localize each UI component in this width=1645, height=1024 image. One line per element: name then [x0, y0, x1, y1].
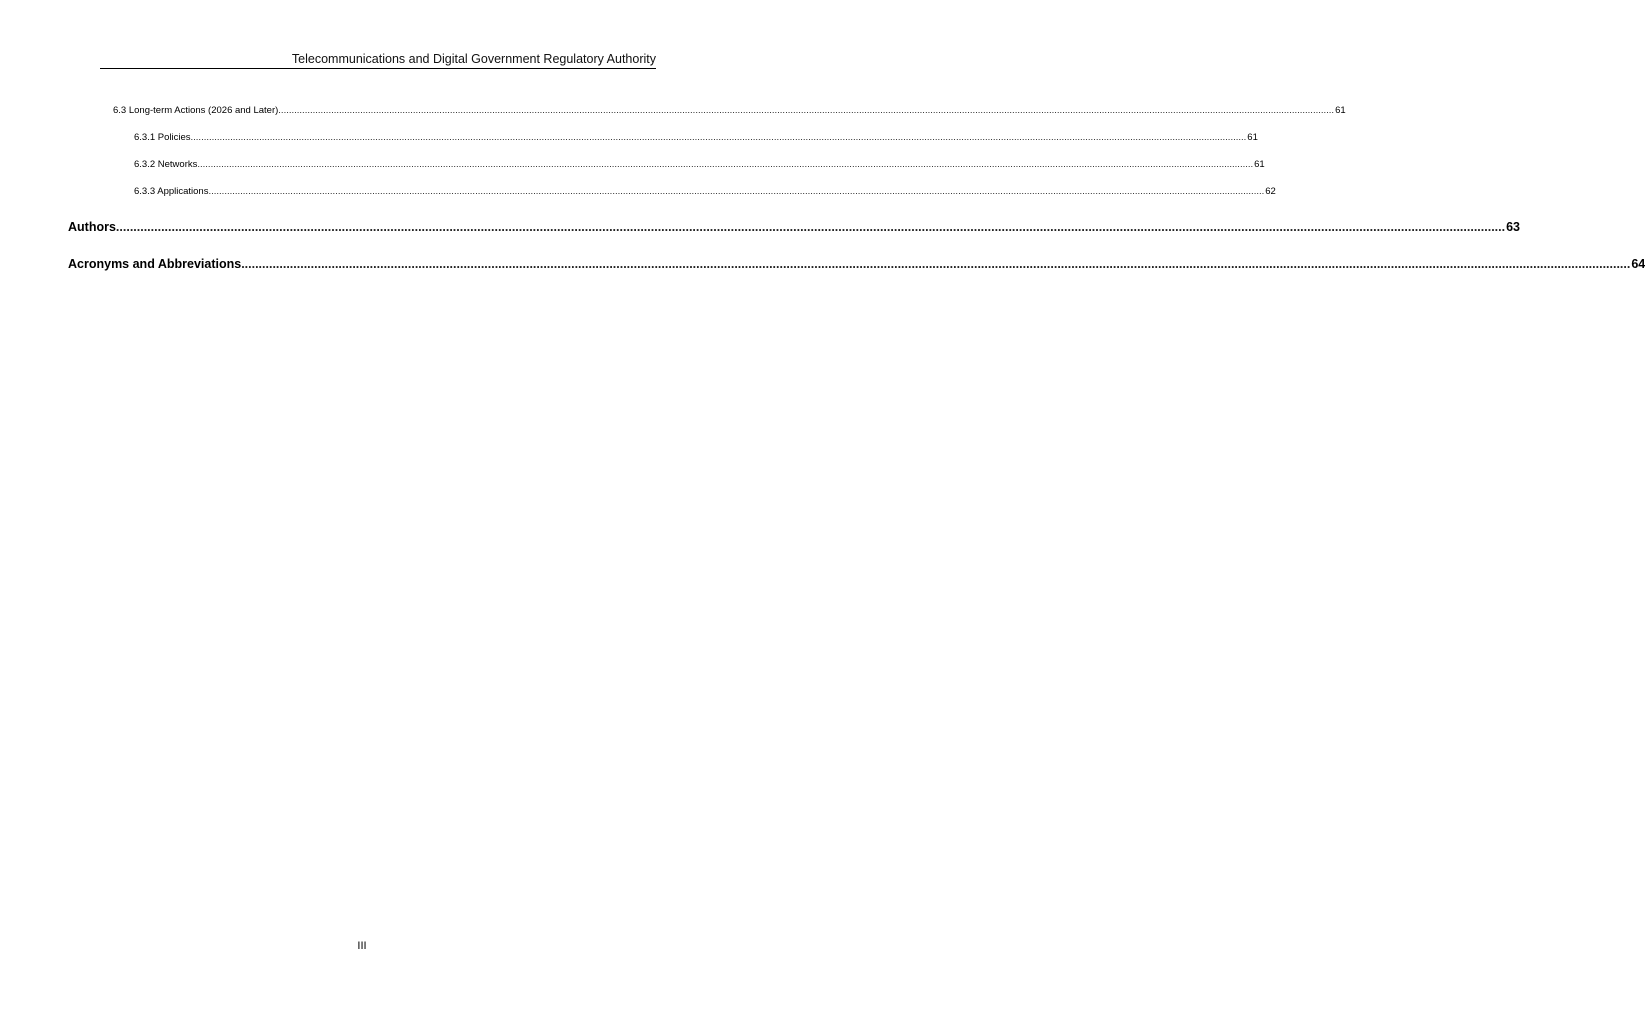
- header-rule: [100, 68, 656, 69]
- dot-leader: ................................................................................................................................................................................................................................................................................................................................................................................................................: [241, 257, 1631, 271]
- toc-page-number: 62: [1265, 186, 1276, 197]
- toc-entry-6-3-1[interactable]: [134, 132, 1258, 144]
- toc-entry-6-3[interactable]: [113, 105, 1346, 117]
- toc-entry-acronyms[interactable]: [68, 256, 1645, 272]
- dot-leader: ................................................................................................................................................................................................................................................................................................................................................................................................................: [190, 132, 1247, 143]
- toc-page-number: 64: [1631, 257, 1645, 271]
- dot-leader: ................................................................................................................................................................................................................................................................................................................................................................................................................: [197, 159, 1254, 170]
- dot-leader: ................................................................................................................................................................................................................................................................................................................................................................................................................: [278, 105, 1335, 116]
- toc-entry-label: 6.3 Long-term Actions (2026 and Later): [113, 105, 279, 116]
- running-header: Telecommunications and Digital Government Regulatory Authority: [291, 52, 656, 66]
- toc-page-number: 61: [1335, 105, 1346, 116]
- toc-entry-label: Authors: [68, 220, 116, 234]
- toc-page-number: 61: [1254, 159, 1265, 170]
- page-number-footer: III: [357, 940, 367, 952]
- toc-entry-6-3-2[interactable]: [134, 159, 1265, 171]
- toc-page-number: 61: [1247, 132, 1258, 143]
- toc-entry-6-3-3[interactable]: [134, 186, 1276, 198]
- toc-entry-label: 6.3.3 Applications: [134, 186, 209, 197]
- dot-leader: ................................................................................................................................................................................................................................................................................................................................................................................................................: [115, 220, 1506, 234]
- toc-page-number: 63: [1506, 220, 1520, 234]
- toc-entry-label: 6.3.2 Networks: [134, 159, 198, 170]
- toc-entry-authors[interactable]: [68, 219, 1520, 235]
- dot-leader: ................................................................................................................................................................................................................................................................................................................................................................................................................: [208, 186, 1265, 197]
- toc-entry-label: 6.3.1 Policies: [134, 132, 191, 143]
- toc-entry-label: Acronyms and Abbreviations: [68, 257, 242, 271]
